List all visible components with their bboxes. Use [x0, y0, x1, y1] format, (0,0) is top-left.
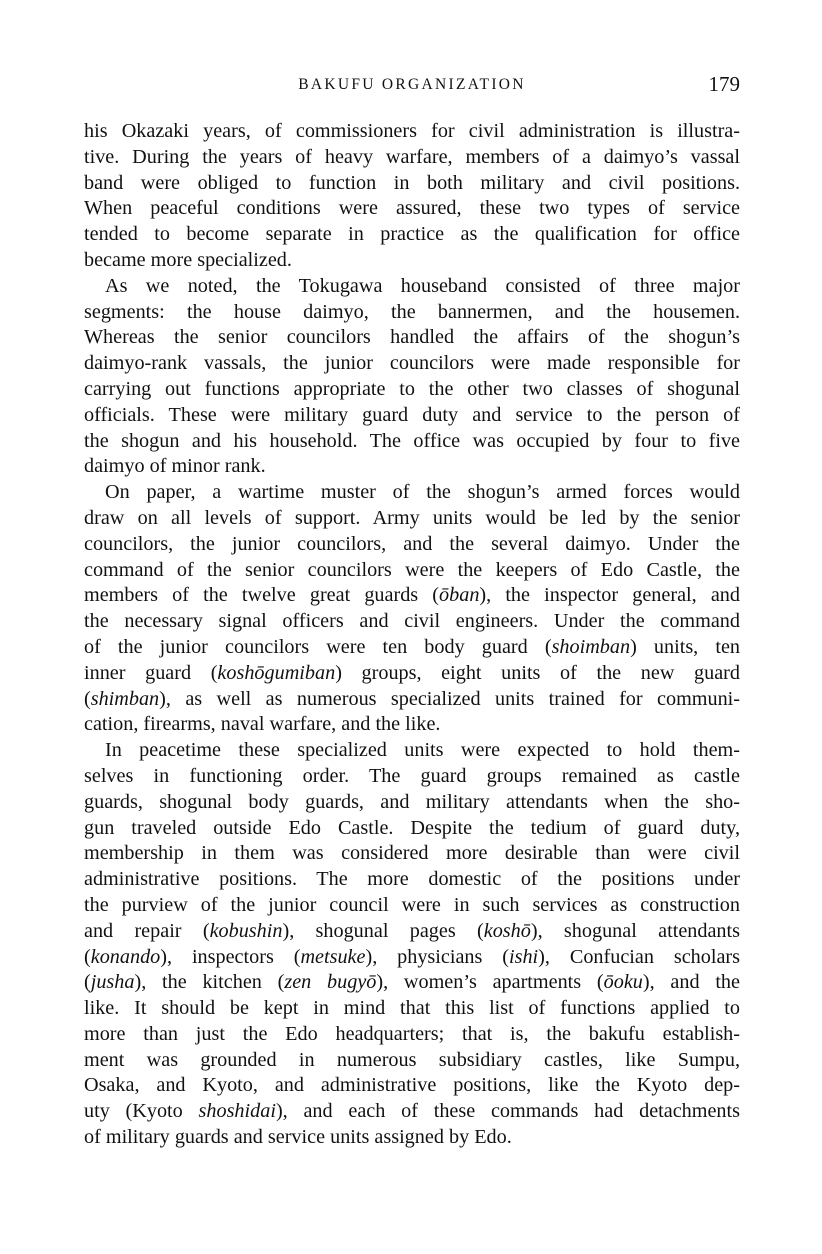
italic-term: koshō	[483, 919, 531, 942]
text-run: guards, shogunal body guards, and military attendants when the sho-	[84, 790, 740, 813]
text-run: draw on all levels of support. Army units would be led by the senior	[84, 506, 740, 529]
text-run: gun traveled outside Edo Castle. Despite the tedium of guard duty,	[84, 816, 740, 839]
text-run: ment was grounded in numerous subsidiary castles, like Sumpu,	[84, 1048, 740, 1071]
text-line	[84, 919, 740, 945]
text-line	[84, 558, 740, 584]
text-line	[84, 325, 740, 351]
text-run: tive. During the years of heavy warfare, members of a daimyo’s vassal	[84, 145, 740, 168]
text-run: In peacetime these specialized units were expected to hold them-	[105, 739, 740, 762]
text-run: Whereas the senior councilors handled the affairs of the shogun’s	[84, 326, 740, 349]
text-line	[84, 635, 740, 661]
text-line	[84, 790, 740, 816]
text-run: When peaceful conditions were assured, these two types of service	[84, 197, 740, 220]
text-run: band were obliged to function in both military and civil positions.	[84, 171, 740, 194]
text-run: the shogun and his household. The office was occupied by four to five	[84, 429, 740, 452]
text-run: ), shogunal pages (	[282, 919, 484, 942]
text-run: ) units, ten	[630, 635, 740, 658]
text-line	[84, 222, 740, 248]
text-run: of the junior councilors were ten body guard (	[84, 635, 552, 658]
text-run: daimyo-rank vassals, the junior councilors were made responsible for	[84, 352, 740, 375]
italic-term: konando	[90, 945, 161, 968]
page-number: 179	[708, 72, 740, 96]
text-run: members of the twelve great guards (	[84, 584, 440, 607]
text-run: became more specialized.	[84, 248, 292, 271]
text-run: membership in them was considered more desirable than were civil	[84, 842, 740, 865]
text-run: cation, firearms, naval warfare, and the like.	[84, 713, 441, 736]
text-line	[84, 609, 740, 635]
text-line	[84, 996, 740, 1022]
italic-term: metsuke	[300, 945, 366, 968]
text-run: the purview of the junior council were in such services as construction	[84, 893, 740, 916]
text-run: councilors, the junior councilors, and the several daimyo. Under the	[84, 532, 740, 555]
text-line	[84, 196, 740, 222]
text-run: As we noted, the Tokugawa houseband consisted of three major	[105, 274, 740, 297]
italic-term: kobushin	[209, 919, 283, 942]
text-line	[84, 351, 740, 377]
text-run: officials. These were military guard duty and service to the person of	[84, 403, 740, 426]
italic-term: zen bugyō	[284, 971, 377, 994]
text-run: On paper, a wartime muster of the shogun’s armed forces would	[105, 481, 740, 504]
text-line	[84, 532, 740, 558]
text-run: (	[84, 971, 91, 994]
text-run: administrative positions. The more domestic of the positions under	[84, 868, 740, 891]
text-run: ) groups, eight units of the new guard	[335, 661, 740, 684]
italic-term: ishi	[509, 945, 539, 968]
text-line	[84, 712, 740, 738]
text-line	[84, 738, 740, 764]
text-run: tended to become separate in practice as the qualification for office	[84, 223, 740, 246]
text-run: ), shogunal attendants	[530, 919, 740, 942]
text-line	[84, 429, 740, 455]
running-title: BAKUFU ORGANIZATION	[298, 76, 526, 93]
text-run: command of the senior councilors were the keepers of Edo Castle, the	[84, 558, 740, 581]
text-line	[84, 454, 740, 480]
text-line	[84, 171, 740, 197]
text-run: ), inspectors (	[160, 945, 301, 968]
running-head	[84, 72, 740, 102]
text-line	[84, 945, 740, 971]
text-line	[84, 377, 740, 403]
italic-term: ōoku	[603, 971, 643, 994]
text-run: ), and each of these commands had detachments	[275, 1100, 740, 1123]
text-run: carrying out functions appropriate to the other two classes of shogunal	[84, 377, 740, 400]
text-run: inner guard (	[84, 661, 218, 684]
text-line	[84, 687, 740, 713]
italic-term: shimban	[90, 687, 160, 710]
text-run: selves in functioning order. The guard groups remained as castle	[84, 764, 740, 787]
text-line	[84, 893, 740, 919]
italic-term: ōban	[439, 584, 480, 607]
text-run: ), Confucian scholars	[538, 945, 740, 968]
text-run: his Okazaki years, of commissioners for civil administration is illustra-	[84, 120, 740, 142]
text-line	[84, 1022, 740, 1048]
text-run: Osaka, and Kyoto, and administrative positions, like the Kyoto dep-	[84, 1074, 740, 1097]
text-line	[84, 248, 740, 274]
text-line	[84, 274, 740, 300]
text-run: like. It should be kept in mind that this list of functions applied to	[84, 997, 740, 1020]
text-line	[84, 300, 740, 326]
text-line	[84, 841, 740, 867]
text-run: (	[84, 687, 91, 710]
text-line	[84, 1125, 740, 1151]
text-run: daimyo of minor rank.	[84, 455, 266, 478]
text-line	[84, 145, 740, 171]
text-line	[84, 403, 740, 429]
italic-term: koshōgumiban	[217, 661, 336, 684]
text-line	[84, 661, 740, 687]
text-line	[84, 506, 740, 532]
text-line	[84, 970, 740, 996]
text-run: ), and the	[642, 971, 740, 994]
text-run: the necessary signal officers and civil engineers. Under the command	[84, 610, 740, 633]
text-line	[84, 816, 740, 842]
text-line	[84, 867, 740, 893]
text-line	[84, 1073, 740, 1099]
italic-term: shoshidai	[198, 1100, 276, 1123]
text-line	[84, 1048, 740, 1074]
text-run: ), the inspector general, and	[479, 584, 740, 607]
italic-term: jusha	[90, 971, 135, 994]
text-line	[84, 583, 740, 609]
text-line	[84, 480, 740, 506]
text-run: ), as well as numerous specialized units trained for communi-	[159, 687, 740, 710]
text-line	[84, 764, 740, 790]
text-run: and repair (	[84, 919, 210, 942]
text-run: uty (Kyoto	[84, 1100, 199, 1123]
text-run: ), the kitchen (	[134, 971, 285, 994]
body-text	[84, 119, 740, 1151]
text-line	[84, 119, 740, 145]
text-run: ), physicians (	[365, 945, 509, 968]
text-run: segments: the house daimyo, the bannermen, and the housemen.	[84, 300, 740, 323]
text-line	[84, 1099, 740, 1125]
text-run: more than just the Edo headquarters; that is, the bakufu establish-	[84, 1022, 740, 1045]
italic-term: shoimban	[551, 635, 631, 658]
text-run: of military guards and service units assigned by Edo.	[84, 1126, 512, 1149]
text-run: ), women’s apartments (	[376, 971, 604, 994]
text-run: (	[84, 945, 91, 968]
